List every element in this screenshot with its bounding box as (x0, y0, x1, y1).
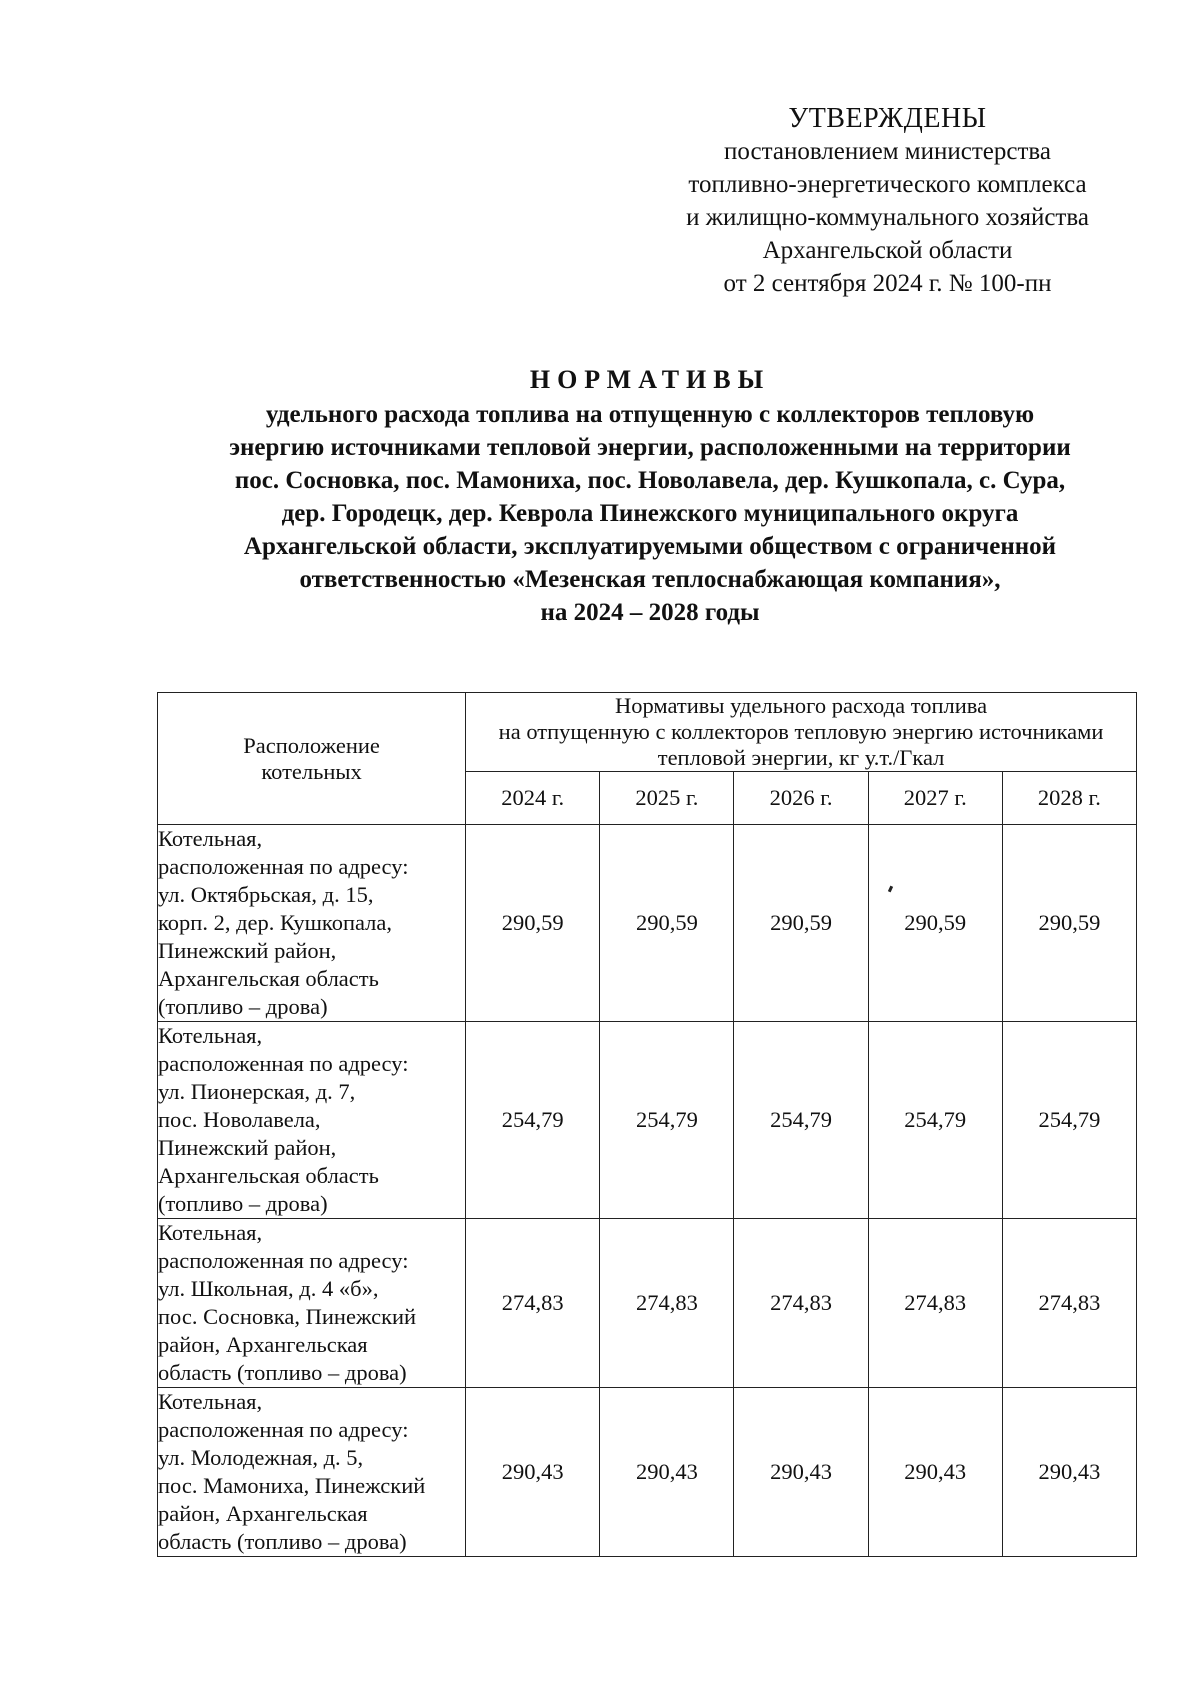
norm-value: 254,79 (734, 1022, 868, 1219)
norm-value: 274,83 (466, 1219, 600, 1388)
location-line: расположенная по адресу: (158, 1248, 409, 1273)
location-header-line: котельных (261, 758, 362, 784)
norm-value: 290,59 (868, 825, 1002, 1022)
location-line: район, Архангельская (158, 1332, 368, 1357)
location-line: (топливо – дрова) (158, 1191, 328, 1216)
approval-line: от 2 сентября 2024 г. № 100-пн (723, 270, 1052, 297)
location-line: Котельная, (158, 1389, 263, 1414)
boiler-location (158, 1388, 466, 1557)
year-header: 2025 г. (600, 772, 734, 825)
location-line: область (топливо – дрова) (158, 1529, 407, 1554)
location-header (158, 693, 466, 825)
norms-header (466, 693, 1137, 772)
heading-line: энергию источниками тепловой энергии, расположенными на территории (229, 434, 1071, 461)
norm-value: 254,79 (466, 1022, 600, 1219)
location-header-line: Расположение (243, 732, 380, 758)
table-row (158, 825, 1137, 1022)
norm-value: 274,83 (868, 1219, 1002, 1388)
location-line: ул. Октябрьская, д. 15, (158, 882, 374, 907)
approval-line: Архангельской области (762, 237, 1013, 264)
norm-value: 274,83 (734, 1219, 868, 1388)
norm-value: 290,43 (734, 1388, 868, 1557)
location-line: ул. Молодежная, д. 5, (158, 1445, 364, 1470)
year-header: 2028 г. (1002, 772, 1136, 825)
norms-header-line: на отпущенную с коллекторов тепловую энергию источниками (498, 719, 1104, 744)
heading-line: пос. Сосновка, пос. Мамониха, пос. Новолавела, дер. Кушкопала, с. Сура, (234, 467, 1066, 494)
norm-value: 290,59 (1002, 825, 1136, 1022)
norm-value: 290,59 (734, 825, 868, 1022)
year-header: 2026 г. (734, 772, 868, 825)
boiler-location (158, 1022, 466, 1219)
location-line: пос. Мамониха, Пинежский (158, 1473, 426, 1498)
norm-value: 290,43 (1002, 1388, 1136, 1557)
norm-value: 274,83 (600, 1219, 734, 1388)
location-line: Пинежский район, (158, 938, 337, 963)
heading-line: ответственностью «Мезенская теплоснабжающая компания», (299, 566, 1001, 593)
location-line: (топливо – дрова) (158, 994, 328, 1019)
approval-line: постановлением министерства (724, 138, 1051, 165)
norm-value: 290,43 (466, 1388, 600, 1557)
approval-block (650, 102, 1125, 300)
heading-line: дер. Городецк, дер. Кеврола Пинежского муниципального округа (281, 500, 1019, 527)
table-row (158, 1022, 1137, 1219)
location-line: Котельная, (158, 1220, 263, 1245)
norms-header-line: Нормативы удельного расхода топлива (615, 693, 988, 718)
table-row (158, 1388, 1137, 1557)
location-line: ул. Школьная, д. 4 «б», (158, 1276, 379, 1301)
heading-line: на 2024 – 2028 годы (540, 599, 760, 626)
document-title: НОРМАТИВЫ (529, 365, 771, 394)
location-line: Архангельская область (158, 1163, 379, 1188)
heading-line: удельного расхода топлива на отпущенную с коллекторов тепловую (265, 401, 1035, 428)
norm-value: 274,83 (1002, 1219, 1136, 1388)
location-line: ул. Пионерская, д. 7, (158, 1079, 356, 1104)
location-line: Котельная, (158, 826, 263, 851)
approval-title: УТВЕРЖДЕНЫ (788, 103, 987, 134)
location-line: пос. Новолавела, (158, 1107, 321, 1132)
approval-line: топливно-энергетического комплекса (688, 171, 1087, 198)
boiler-location (158, 1219, 466, 1388)
document-heading (150, 362, 1150, 629)
norm-value: 290,43 (600, 1388, 734, 1557)
norm-value: 290,43 (868, 1388, 1002, 1557)
location-line: расположенная по адресу: (158, 854, 409, 879)
norm-value: 254,79 (868, 1022, 1002, 1219)
norm-value: 290,59 (466, 825, 600, 1022)
norm-value: 254,79 (1002, 1022, 1136, 1219)
location-line: область (топливо – дрова) (158, 1360, 407, 1385)
location-line: расположенная по адресу: (158, 1417, 409, 1442)
location-line: район, Архангельская (158, 1501, 368, 1526)
location-line: пос. Сосновка, Пинежский (158, 1304, 417, 1329)
location-line: расположенная по адресу: (158, 1051, 409, 1076)
heading-line: Архангельской области, эксплуатируемыми обществом с ограниченной (243, 533, 1057, 560)
norms-header-line: тепловой энергии, кг у.т./Гкал (657, 745, 945, 770)
year-header: 2024 г. (466, 772, 600, 825)
location-line: Архангельская область (158, 966, 379, 991)
norm-value: 290,59 (600, 825, 734, 1022)
approval-line: и жилищно-коммунального хозяйства (686, 204, 1089, 231)
norms-table (157, 692, 1137, 1557)
location-line: корп. 2, дер. Кушкопала, (158, 910, 393, 935)
norm-value: 254,79 (600, 1022, 734, 1219)
location-line: Пинежский район, (158, 1135, 337, 1160)
location-line: Котельная, (158, 1023, 263, 1048)
table-row (158, 1219, 1137, 1388)
year-header: 2027 г. (868, 772, 1002, 825)
boiler-location (158, 825, 466, 1022)
table-header-row (158, 693, 1137, 772)
